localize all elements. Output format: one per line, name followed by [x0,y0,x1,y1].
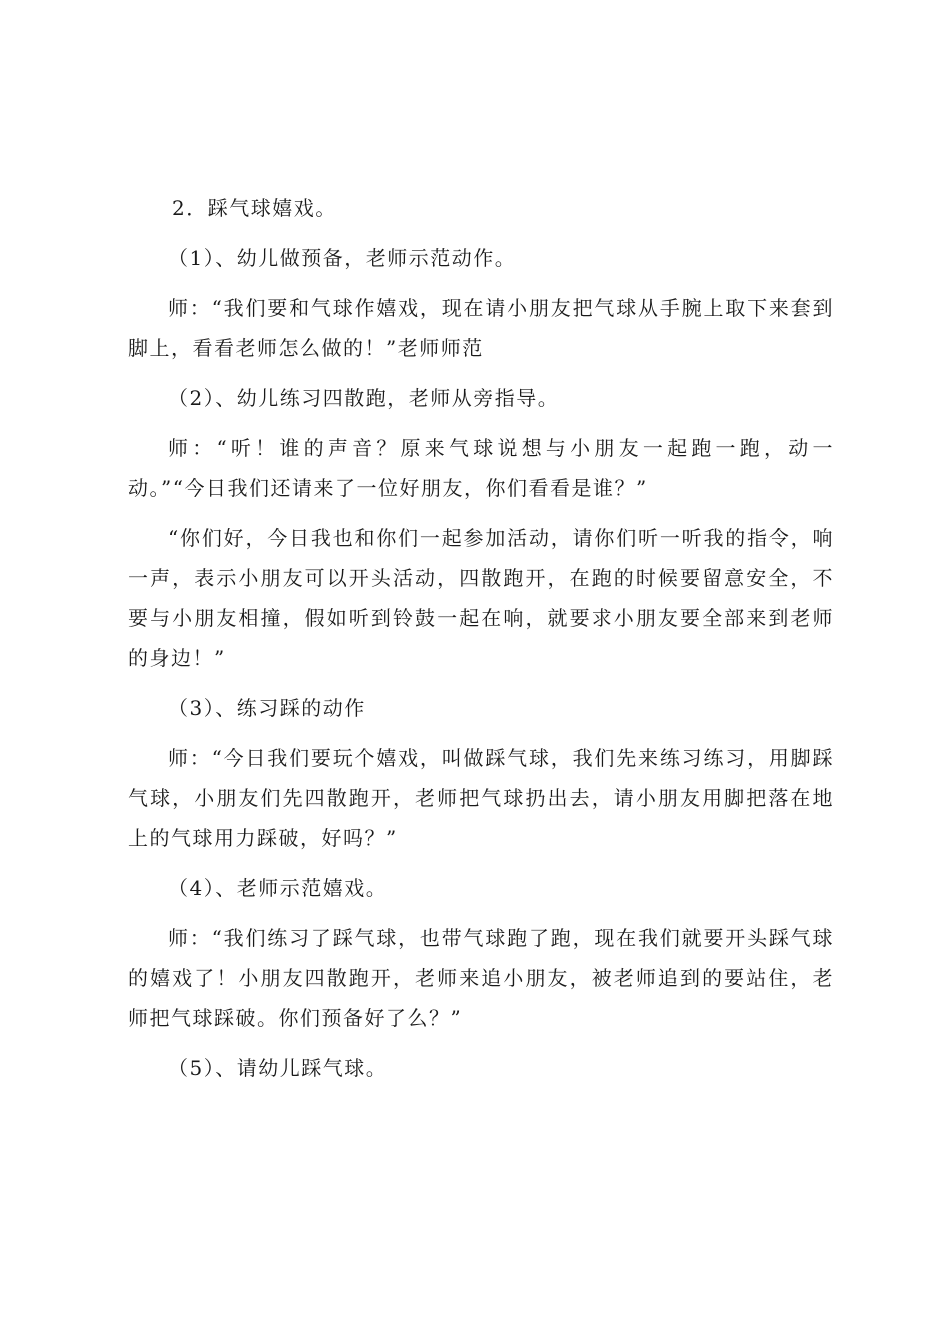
section-heading: 2．踩气球嬉戏。 [172,196,337,220]
step-2-instruction: “你们好，今日我也和你们一起参加活动，请你们听一听我的指令，响一声，表示小朋友可以开头活动，四散跑开，在跑的时候要留意安全，不要与小朋友相撞，假如听到铃鼓一起在响，就要求小朋友要全部来到老师的身边！” [128,526,834,670]
step-1-teacher-speech: 师：“我们要和气球作嬉戏，现在请小朋友把气球从手腕上取下来套到脚上，看看老师怎么做的！”老师师范 [128,296,834,360]
step-3-teacher-speech: 师：“今日我们要玩个嬉戏，叫做踩气球，我们先来练习练习，用脚踩气球，小朋友们先四散跑开，老师把气球扔出去，请小朋友用脚把落在地上的气球用力踩破，好吗？” [128,746,834,850]
step-1-title: （1）、幼儿做预备，老师示范动作。 [168,246,517,270]
document-body [128,188,834,1098]
step-3-title: （3）、练习踩的动作 [168,696,366,720]
step-2-title: （2）、幼儿练习四散跑，老师从旁指导。 [168,386,560,410]
step-4-title: （4）、老师示范嬉戏。 [168,876,388,900]
step-2-teacher-speech: 师：“听！谁的声音？原来气球说想与小朋友一起跑一跑，动一动。”“今日我们还请来了一位好朋友，你们看看是谁？” [128,436,834,500]
step-4-teacher-speech: 师：“我们练习了踩气球，也带气球跑了跑，现在我们就要开头踩气球的嬉戏了！小朋友四散跑开，老师来追小朋友，被老师追到的要站住，老师把气球踩破。你们预备好了么？” [128,926,834,1030]
step-5-title: （5）、请幼儿踩气球。 [168,1056,388,1080]
